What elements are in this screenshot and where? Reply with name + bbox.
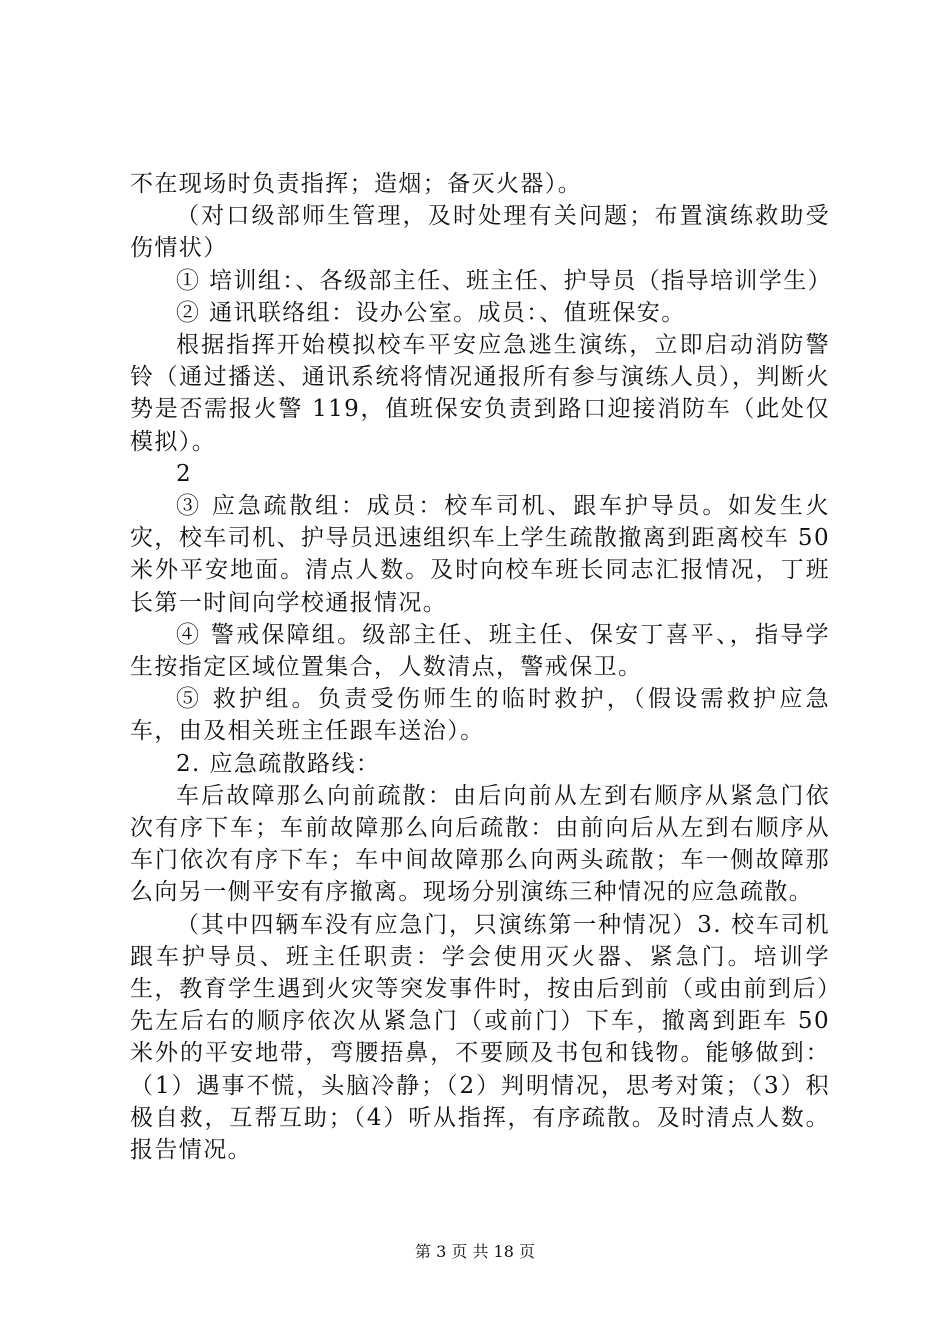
page-footer: 第 3 页 共 18 页 — [415, 1242, 535, 1261]
paragraph-route-heading: 2. 应急疏散路线： — [176, 750, 381, 777]
paragraph-route-details: 车后故障那么向前疏散：由后向前从左到右顺序从紧急门依次有序下车；车前故障那么向后疏散：由前向后从左到右顺序从车门依次有序下车；车中间故障那么向两头疏散；车一侧故障那么向另一侧平安有序撤离。现场分别演练三种情况的应急疏散。 — [130, 782, 830, 906]
paragraph-evacuation-group: ③ 应急疏散组：成员：校车司机、跟车护导员。如发生火灾，校车司机、护导员迅速组织车上学生疏散撤离到距离校车 50 米外平安地面。清点人数。及时向校车班长同志汇报情况，丁班长第一时间向学校通报情况。 — [130, 493, 830, 616]
paragraph-page-marker: 2 — [176, 460, 193, 487]
paragraph-security-group: ④ 警戒保障组。级部主任、班主任、保安丁喜平、，指导学生按指定区域位置集合，人数清点，警戒保卫。 — [130, 621, 830, 681]
paragraph-rescue-group: ⑤ 救护组。负责受伤师生的临时救护，（假设需救护应急车，由及相关班主任跟车送治）。 — [130, 686, 830, 745]
paragraph-2: （对口级部师生管理，及时处理有关问题；布置演练救助受伤情状） — [130, 203, 830, 262]
paragraph-communication-group: ② 通讯联络组：设办公室。成员：、值班保安。 — [176, 299, 686, 326]
paragraph-training-group: ① 培训组：、各级部主任、班主任、护导员（指导培训学生） — [176, 267, 833, 294]
document-body — [130, 168, 833, 1166]
paragraph-duties: （其中四辆车没有应急门，只演练第一种情况）3. 校车司机跟车护导员、班主任职责：学会使用灭火器、紧急门。培训学生，教育学生遇到火灾等突发事件时，按由后到前（或由前到后）先左后右的顺序依次从紧急门（或前门）下车，撤离到距车 50 米外的平安地带，弯腰捂鼻，不要顾及书包和钱物。能够做到：（1）遇事不慌，头脑冷静；（2）判明情况，思考对策；（3）积极自救，互帮互助；（4）听从指挥，有序疏散。及时清点人数。报告情况。 — [130, 911, 830, 1164]
paragraph-1: 不在现场时负责指挥；造烟；备灭火器）。 — [130, 171, 583, 197]
paragraph-drill-start: 根据指挥开始模拟校车平安应急逃生演练，立即启动消防警铃（通过播送、通讯系统将情况通报所有参与演练人员），判断火势是否需报火警 119，值班保安负责到路口迎接消防车（此处仅模拟）。 — [130, 332, 830, 455]
